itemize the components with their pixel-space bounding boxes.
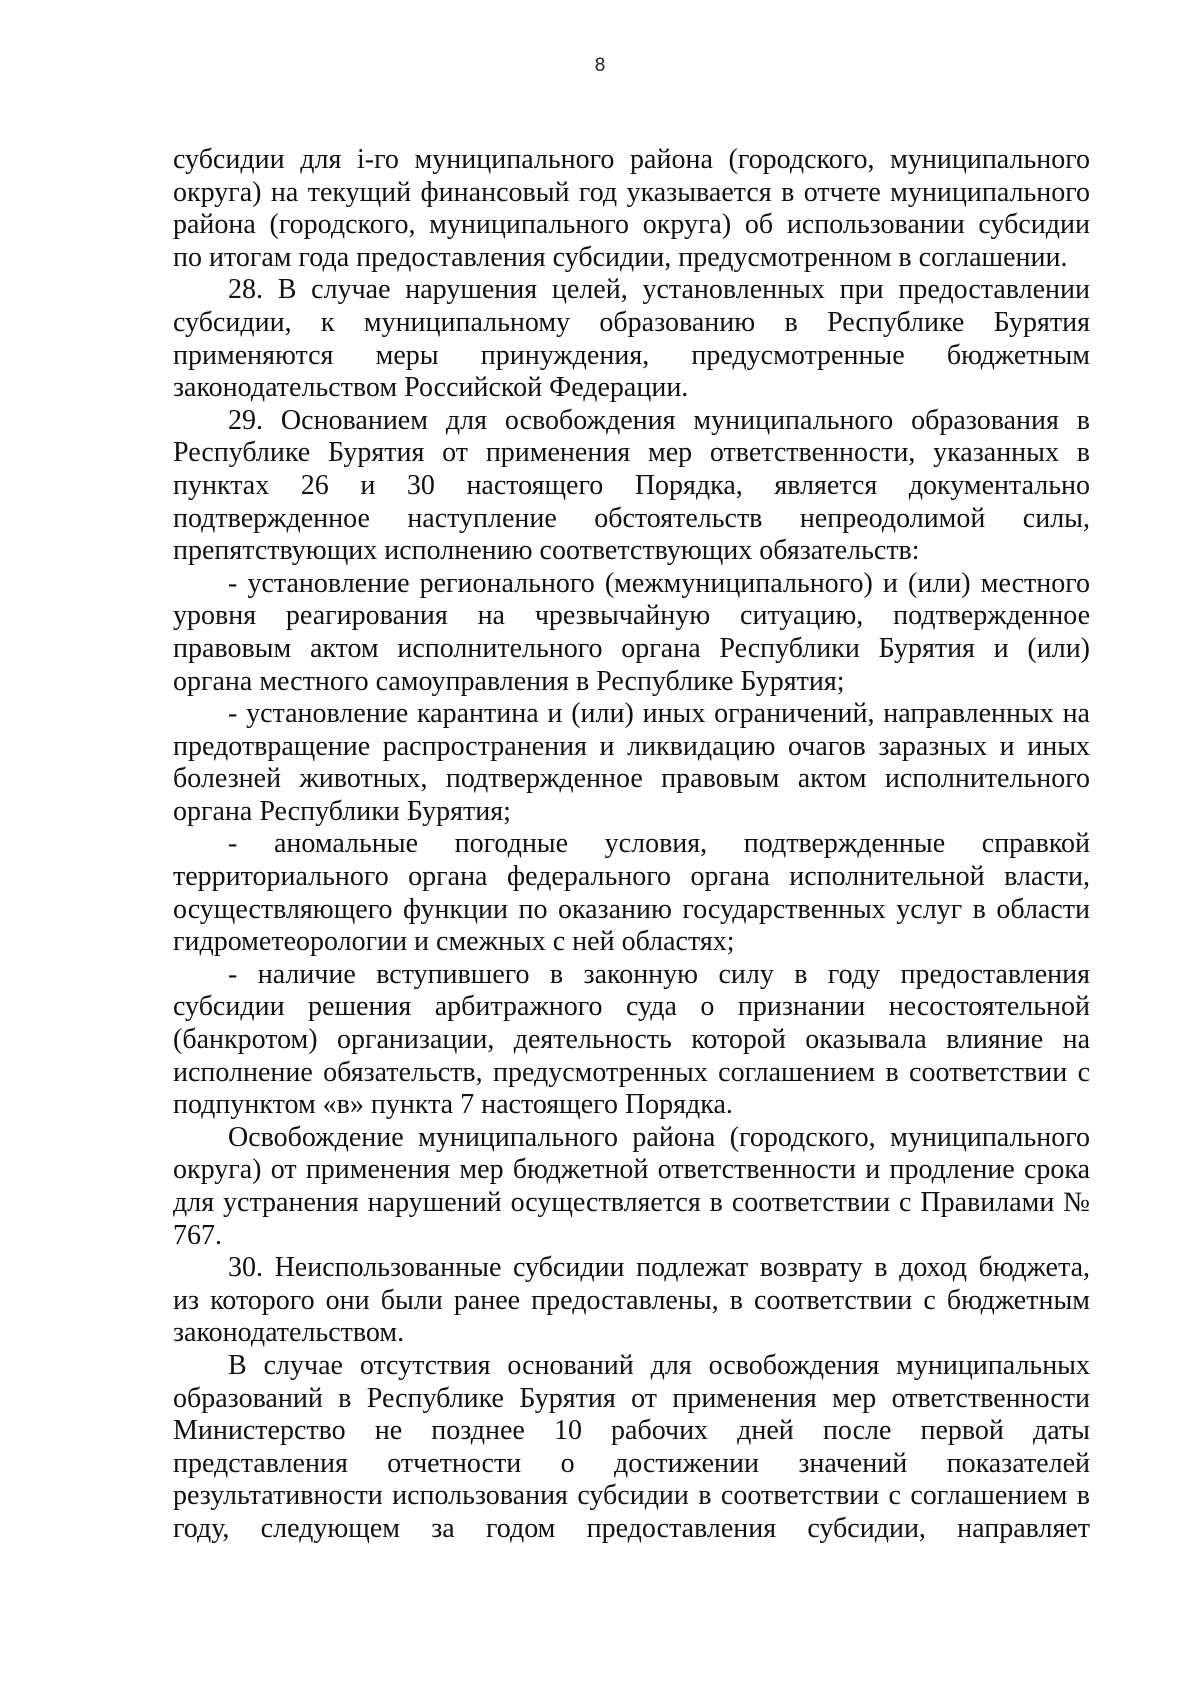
text-line: пунктах 26 и 30 настоящего Порядка, является документально — [173, 469, 1090, 501]
text-line: - установление карантина и (или) иных ограничений, направленных на — [228, 698, 1090, 730]
text-line: уровня реагирования на чрезвычайную ситуацию, подтвержденное — [173, 600, 1090, 632]
text-line: применяются меры принуждения, предусмотренные бюджетным — [173, 339, 1090, 371]
text-line: по итогам года предоставления субсидии, предусмотренном в соглашении. — [173, 241, 1068, 273]
text-line: для устранения нарушений осуществляется в соответствии с Правилами № — [173, 1187, 1090, 1218]
text-line: субсидии для i-го муниципального района (городского, муниципального — [173, 144, 1090, 175]
text-line: осуществляющего функции по оказанию государственных услуг в области — [173, 893, 1090, 925]
text-line: (банкротом) организации, деятельность которой оказывала влияние на — [173, 1024, 1090, 1056]
text-line: представления отчетности о достижении значений показателей — [173, 1447, 1090, 1479]
text-line: исполнение обязательств, предусмотренных соглашением в соответствии с — [173, 1056, 1090, 1088]
text-line: образований в Республике Бурятия от применения мер ответственности — [173, 1382, 1090, 1414]
text-line: результативности использования субсидии в соответствии с соглашением в — [173, 1480, 1090, 1512]
text-line: территориального органа федерального органа исполнительной власти, — [173, 861, 1090, 893]
text-line: Республике Бурятия от применения мер ответственности, указанных в — [173, 437, 1090, 469]
text-line: 767. — [173, 1219, 222, 1251]
text-line: субсидии решения арбитражного суда о признании несостоятельной — [173, 991, 1090, 1023]
text-line: В случае отсутствия оснований для освобождения муниципальных — [228, 1349, 1090, 1381]
text-line: Министерство не позднее 10 рабочих дней после первой даты — [173, 1415, 1090, 1447]
text-line: округа) от применения мер бюджетной ответственности и продление срока — [173, 1154, 1090, 1186]
text-line: из которого они были ранее предоставлены, в соответствии с бюджетным — [173, 1284, 1090, 1316]
text-line: Освобождение муниципального района (городского, муниципального — [228, 1121, 1090, 1153]
text-line: правовым актом исполнительного органа Республики Бурятия и (или) — [173, 632, 1090, 664]
text-line: 28. В случае нарушения целей, установленных при предоставлении — [228, 274, 1090, 306]
text-line: района (городского, муниципального округа) об использовании субсидии — [173, 209, 1090, 241]
text-line: подпунктом «в» пункта 7 настоящего Порядка. — [173, 1089, 733, 1121]
text-line: субсидии, к муниципальному образованию в Республике Бурятия — [173, 306, 1090, 338]
page-number: 8 — [594, 55, 606, 76]
text-line: органа местного самоуправления в Республике Бурятия; — [173, 665, 845, 697]
text-line: - аномальные погодные условия, подтвержденные справкой — [228, 828, 1090, 860]
text-line: - наличие вступившего в законную силу в году предоставления — [228, 958, 1090, 990]
text-line: законодательством Российской Федерации. — [173, 372, 689, 404]
document-body — [173, 144, 1090, 1546]
text-line: 29. Основанием для освобождения муниципального образования в — [228, 404, 1090, 436]
text-line: году, следующем за годом предоставления субсидии, направляет — [173, 1512, 1090, 1544]
text-line: округа) на текущий финансовый год указывается в отчете муниципального — [173, 176, 1090, 208]
text-line: органа Республики Бурятия; — [173, 795, 511, 827]
text-line: предотвращение распространения и ликвидацию очагов заразных и иных — [173, 730, 1090, 762]
text-line: законодательством. — [173, 1317, 405, 1349]
text-line: препятствующих исполнению соответствующих обязательств: — [173, 535, 920, 567]
text-line: подтвержденное наступление обстоятельств непреодолимой силы, — [173, 502, 1090, 534]
text-line: 30. Неиспользованные субсидии подлежат возврату в доход бюджета, — [228, 1252, 1090, 1284]
text-line: болезней животных, подтвержденное правовым актом исполнительного — [173, 763, 1090, 795]
text-line: - установление регионального (межмуниципального) и (или) местного — [228, 567, 1090, 599]
text-line: гидрометеорологии и смежных с ней областях; — [173, 926, 735, 958]
